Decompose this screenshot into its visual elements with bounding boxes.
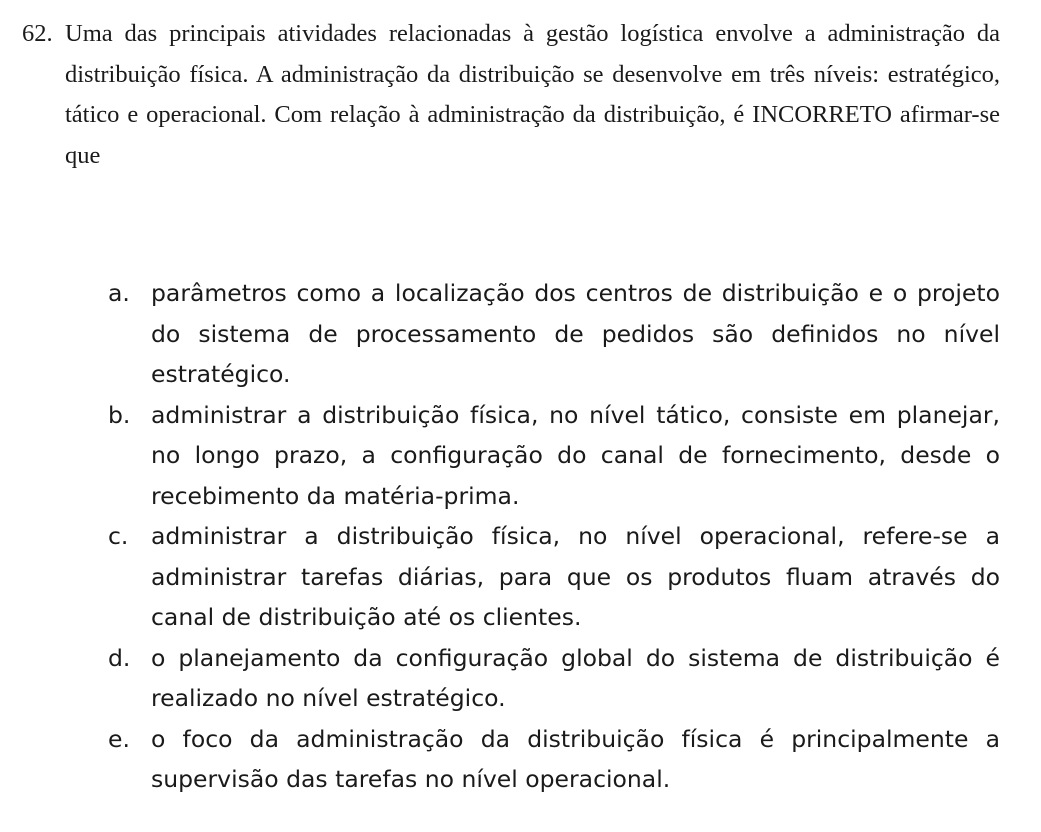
option-letter: a. xyxy=(108,279,130,307)
option-text: parâmetros como a localização dos centros de distribuição e o projeto do sistema de processamento de pedidos são definidos no nível estratégico. xyxy=(151,279,1000,388)
option-text: o foco da administração da distribuição física é principalmente a supervisão das tarefas no nível operacional. xyxy=(151,724,1000,793)
option-e[interactable] xyxy=(108,719,1000,800)
option-text: o planejamento da configuração global do sistema de distribuição é realizado no nível estratégico. xyxy=(151,643,1000,712)
option-text: administrar a distribuição física, no nível operacional, refere-se a administrar tarefas diárias, para que os produtos fluam através do canal de distribuição até os clientes. xyxy=(151,522,1000,631)
option-letter: b. xyxy=(108,400,131,429)
question-stem xyxy=(22,14,1000,176)
option-letter: c. xyxy=(108,522,129,550)
option-d[interactable] xyxy=(108,638,1000,719)
option-a[interactable] xyxy=(108,273,1000,395)
option-letter: d. xyxy=(108,643,131,672)
option-text: administrar a distribuição física, no nível tático, consiste em planejar, no longo prazo, a configuração do canal de fornecimento, desde o recebimento da matéria-prima. xyxy=(151,400,1000,510)
option-letter: e. xyxy=(108,724,130,753)
answer-options xyxy=(108,273,1000,800)
question-text: Uma das principais atividades relacionadas à gestão logística envolve a administração da distribuição física. A administração da distribuição se desenvolve em três níveis: estratégico, tático e operacional. Com relação à administração da distribuição, é INCORRETO afirmar-se que xyxy=(65,20,1000,169)
question-number: 62. xyxy=(22,20,53,47)
option-c[interactable] xyxy=(108,516,1000,638)
option-b[interactable] xyxy=(108,395,1000,517)
